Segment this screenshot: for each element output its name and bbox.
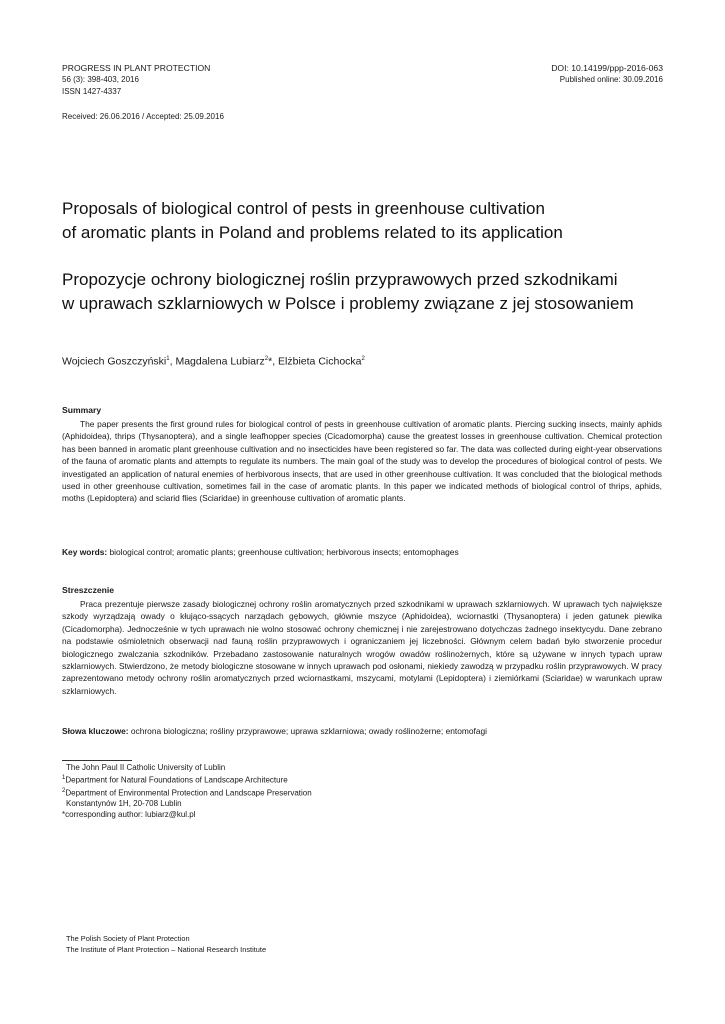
author-name: Elżbieta Cichocka: [278, 355, 362, 368]
footnote-address: Konstantynów 1H, 20-708 Lublin: [66, 799, 182, 809]
journal-volume: 56 (3): 398-403, 2016: [62, 75, 139, 84]
title-english-line2: of aromatic plants in Poland and problems related to its application: [62, 223, 563, 242]
slowa-kluczowe-label: Słowa kluczowe:: [62, 726, 129, 736]
publisher-line2: The Institute of Plant Protection – National Research Institute: [66, 945, 267, 954]
slowa-kluczowe-text: ochrona biologiczna; rośliny przyprawowe; uprawa szklarniowa; owady roślinożerne; entomofagi: [128, 726, 488, 736]
doi-block: [551, 62, 663, 86]
journal-issn: ISSN 1427-4337: [62, 87, 122, 96]
affiliation-mark: 1: [166, 356, 170, 362]
published-date: Published online: 30.09.2016: [559, 75, 663, 84]
footnote-1: [62, 773, 312, 786]
journal-header: [62, 62, 210, 98]
publisher-line1: The Polish Society of Plant Protection: [66, 934, 190, 943]
summary-heading: Summary: [62, 405, 102, 415]
affiliation-mark: 2: [361, 356, 365, 362]
authors: [62, 352, 365, 369]
keywords: [62, 546, 662, 558]
footnote-mark: 1: [62, 775, 66, 781]
title-polish-line2: w uprawach szklarniowych w Polsce i problemy związane z jej stosowaniem: [62, 294, 634, 313]
title-polish: [62, 268, 682, 316]
keywords-label: Key words:: [62, 547, 108, 557]
title-polish-line1: Propozycje ochrony biologicznej roślin przyprawowych przed szkodnikami: [62, 270, 618, 289]
streszczenie-heading: Streszczenie: [62, 585, 115, 595]
received-accepted-dates: Received: 26.06.2016 / Accepted: 25.09.2016: [62, 112, 224, 121]
author-separator: ,: [272, 355, 279, 368]
footnote-divider: [62, 760, 132, 761]
footnote-corresponding: *corresponding author: lubiarz@kul.pl: [62, 810, 196, 820]
footnote-mark: 2: [62, 787, 66, 794]
footnote-2: [62, 786, 312, 799]
title-english: [62, 197, 682, 245]
slowa-kluczowe: [62, 725, 662, 737]
footnote-university: The John Paul II Catholic University of Lublin: [66, 763, 226, 772]
footnote-1-text: Department for Natural Foundations of Landscape Architecture: [65, 775, 288, 785]
author-name: Wojciech Goszczyński: [62, 355, 167, 368]
title-english-line1: Proposals of biological control of pests in greenhouse cultivation: [62, 199, 545, 218]
publisher-block: [66, 933, 266, 955]
doi: DOI: 10.14199/ppp-2016-063: [551, 63, 663, 73]
corresponding-mark: *: [268, 355, 273, 368]
footnotes: [62, 762, 312, 820]
author-separator: ,: [169, 355, 176, 368]
summary-text: The paper presents the first ground rules for biological control of pests in greenhouse cultivation of aromatic plants. Piercing sucking insects, mainly aphids (Aphidoidea), thrips (Thysanoptera), and a single leafhopper species (Cicadomorpha) cause the greatest losses in greenhouse cultivation. Chemical protection has been banned in aromatic plant greenhouse cultivation and no insecticides have been registered so far. The data was collected during eight-year observations of the fauna of aromatic plants and attempts to regulate its numbers. The main goal of the study was to develop the procedures of biological control of pests. We investigated an application of natural enemies of herbivorous insects, that are used in other greenhouse cultivation. It was concluded that the biological methods used in other greenhouse cultivation, sometimes fail in the case of aromatic plants. In this paper we indicated methods of biological control of thrips, aphids, moths (Lepidoptera) and sciarid flies (Sciaridae) in greenhouse cultivation of aromatic plants.: [62, 419, 662, 504]
footnote-2-text: Department of Environmental Protection and Landscape Preservation: [65, 788, 312, 798]
author-name: Magdalena Lubiarz: [175, 355, 265, 368]
keywords-text: biological control; aromatic plants; greenhouse cultivation; herbivorous insects; entomophages: [107, 547, 459, 557]
journal-name: PROGRESS IN PLANT PROTECTION: [62, 63, 211, 73]
streszczenie-text: Praca prezentuje pierwsze zasady biologicznej ochrony roślin aromatycznych przed szkodnikami w uprawach szklarniowych. W uprawach tych największe szkody wyrządzają owady o kłująco-ssących narządach gębowych, głównie mszyce (Aphidoidea), wciornastki (Thysanoptera) i jeden gatunek piewika (Cicadomorpha). Jednocześnie w tych uprawach nie wolno stosować ochrony chemicznej i nie zarejestrowano dotychczas żadnego insektycydu. Dane zebrano na podstawie ośmioletnich obserwacji nad fauną roślin przyprawowych i ograniczaniem jej liczebności. Głównym celem badań było stworzenie procedur biologicznego zwalczania szkodników. Przebadano zastosowanie naturalnych wrogów owadów roślinożernych, które są używane w innych typach upraw szklarniowych. Stwierdzono, że metody biologiczne stosowane w innych uprawach pod osłonami, niekiedy zawodzą w przypadku roślin przyprawowych. W pracy zaprezentowano metody ochrony roślin aromatycznych przed wciornastkami, mszycami, motylami (Lepidoptera) i ziemiórkami (Sciaridae) w warunkach upraw szklarniowych.: [62, 599, 662, 696]
affiliation-mark: 2: [264, 356, 269, 362]
